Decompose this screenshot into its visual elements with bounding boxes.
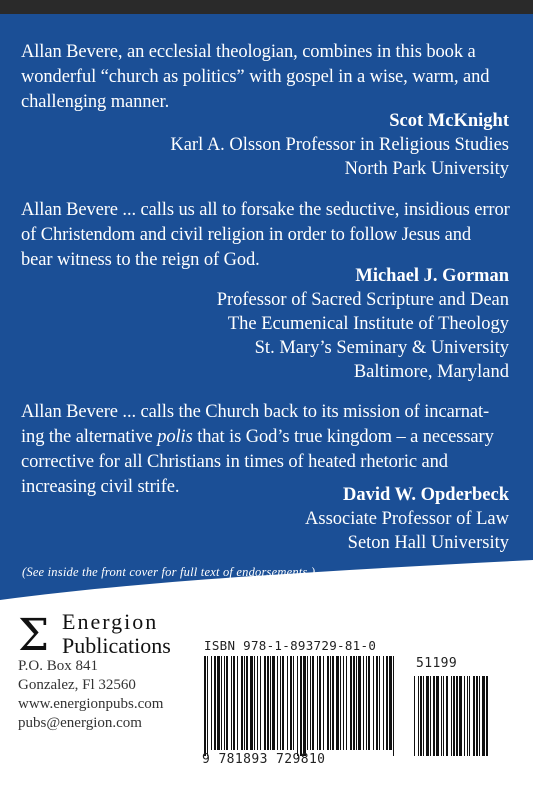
address-line: Gonzalez, Fl 32560 (18, 677, 136, 693)
publisher-address (18, 657, 163, 733)
endorser-name: David W. Opderbeck (342, 485, 509, 505)
endorser-title: Associate Professor of Law (305, 509, 509, 529)
attribution-gorman (109, 264, 509, 384)
endorsement-panel (0, 14, 533, 600)
isbn-label: ISBN 978-1-893729-81-0 (204, 638, 377, 653)
endorsement-note: (See inside the front cover for full text of endorsements.) (22, 565, 316, 579)
quote-line: increasing civil strife. (21, 477, 180, 497)
quote-line (21, 425, 517, 450)
publisher-name-line: Energion (62, 609, 159, 634)
quote-line: Allan Bevere, an ecclesial theologian, combines in this book a (21, 42, 476, 62)
publisher-logo-icon: Σ (18, 610, 50, 661)
quote-line: Allan Bevere ... calls the Church back to its mission of incarnat- (21, 402, 490, 422)
endorser-title: Karl A. Olsson Professor in Religious Studies (170, 135, 509, 155)
endorser-name: Scot McKnight (389, 111, 509, 131)
website-link[interactable]: www.energionpubs.com (18, 696, 164, 712)
quote-fragment: that is God’s true kingdom – a necessary (192, 427, 494, 447)
publisher-name-line: Publications (62, 633, 171, 658)
publisher-logo-text (62, 610, 171, 658)
endorser-name: Michael J. Gorman (355, 266, 509, 286)
ean-digits: 9 781893 729810 (202, 752, 326, 767)
endorser-title: Baltimore, Maryland (353, 362, 509, 382)
attribution-opderbeck (109, 483, 509, 555)
quote-emphasis: polis (157, 427, 193, 447)
isbn-barcode (200, 638, 492, 778)
quote-line: challenging manner. (21, 92, 170, 112)
endorser-title: North Park University (344, 159, 509, 179)
endorser-title: St. Mary’s Seminary & University (254, 338, 509, 358)
endorser-title: Professor of Sacred Scripture and Dean (216, 290, 509, 310)
quote-fragment: ing the alternative (21, 427, 158, 447)
quote-line: bear witness to the reign of God. (21, 250, 260, 270)
endorser-title: Seton Hall University (347, 533, 509, 553)
quote-line: of Christendom and civil religion in order to follow Jesus and (21, 225, 472, 245)
email-link[interactable]: pubs@energion.com (18, 715, 142, 731)
endorsement-quote-mcknight (21, 40, 517, 115)
price-code: 51199 (416, 656, 458, 671)
endorser-title: The Ecumenical Institute of Theology (227, 314, 509, 334)
quote-line: Allan Bevere ... calls us all to forsake the seductive, insidious error (21, 200, 510, 220)
address-line: P.O. Box 841 (18, 658, 99, 674)
endorsement-quote-gorman (21, 198, 517, 273)
quote-line: corrective for all Christians in times of heated rhetoric and (21, 452, 448, 472)
quote-line: wonderful “church as politics” with gospel in a wise, warm, and (21, 67, 490, 87)
attribution-mcknight (109, 109, 509, 181)
